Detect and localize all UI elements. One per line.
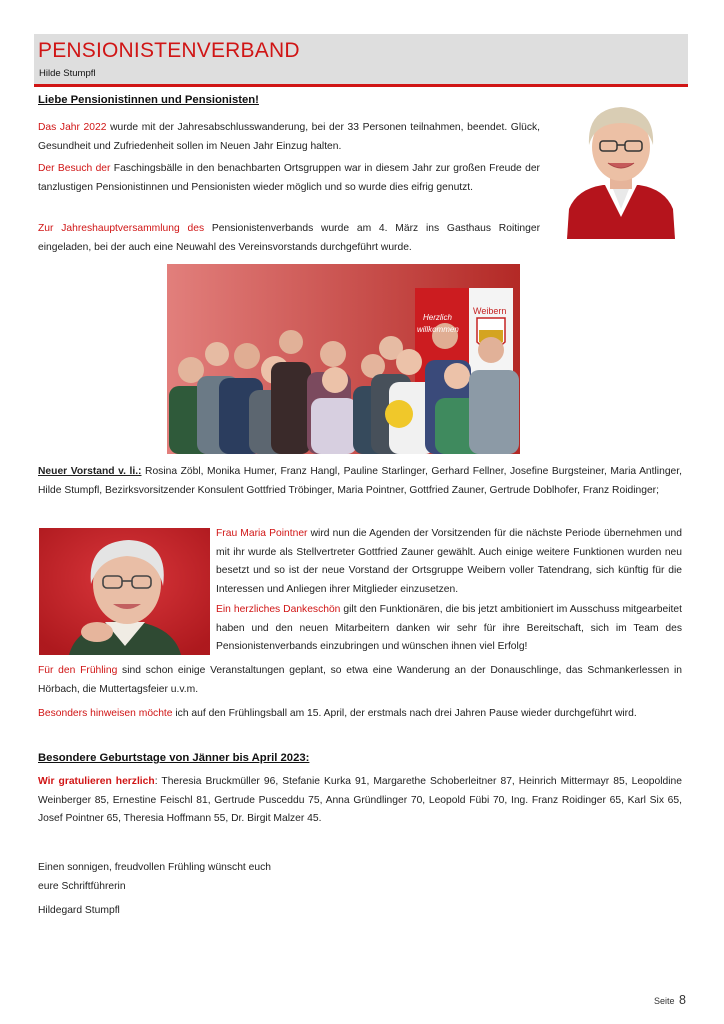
caption-text: Rosina Zöbl, Monika Humer, Franz Hangl, Pauline Starlinger, Gerhard Fellner, Josefine Burgsteiner, Maria Antlinger, Hilde Stumpfl, Bezirksvorsitzender Konsulent Gottfried Tröbinger, Maria Pointner, Gottfried Zauner, Gertrude Doblhofer, Franz Roidinger; (38, 466, 683, 496)
page-footer (654, 993, 686, 1007)
paragraph (38, 662, 682, 699)
paragraph (38, 160, 540, 197)
paragraph (38, 119, 540, 156)
page-title: PENSIONISTENVERBAND (38, 39, 300, 62)
author-name: Hilde Stumpfl (39, 68, 96, 79)
closing (38, 859, 438, 896)
paragraph-text: Faschingsbälle in den benachbarten Ortsgruppen war in diesem Jahr zur großen Freude der tanzlustigen Pensionistinnen und Pensionisten wieder möglich und so wurde dies eifrig genutzt. (38, 163, 540, 193)
paragraph-text: gilt den Funktionären, die bis jetzt ambitioniert im Ausschuss mitgearbeitet haben und den neuen Mitarbeitern danken wir sehr für ihre Bereitschaft, sich im Team des Pensionistenverbands einzubringen und wünschen ihnen viel Erfolg! (216, 604, 682, 652)
chairwoman-portrait (39, 528, 210, 655)
paragraph-lead: Frau Maria Pointner (216, 528, 308, 539)
signature: Hildegard Stumpfl (38, 905, 120, 916)
photo-caption (38, 463, 682, 500)
paragraph-text: sind schon einige Veranstaltungen geplant, so etwa eine Wanderung an der Donauschlinge, das Schmankerlessen in Hörbach, die Muttertagsfeier u.v.m. (38, 665, 682, 695)
greeting-heading: Liebe Pensionistinnen und Pensionisten! (38, 94, 259, 106)
paragraph (216, 601, 682, 657)
author-portrait (563, 97, 679, 239)
paragraph (38, 705, 682, 724)
paragraph-lead: Für den Frühling (38, 665, 118, 676)
birthdays-lead: Wir gratulieren herzlich (38, 776, 155, 787)
paragraph-lead: Der Besuch der (38, 163, 111, 174)
paragraph-text: wurde mit der Jahresabschlusswanderung, bei der 33 Personen teilnahmen, beendet. Glück, Gesundheit und Zufriedenheit sollen im Neuen Jahr Einzug halten. (38, 122, 540, 152)
paragraph-lead: Ein herzliches Dankeschön (216, 604, 341, 615)
caption-lead: Neuer Vorstand v. li.: (38, 466, 142, 477)
paragraph (38, 220, 540, 257)
paragraph-text: Pensionistenverbands wurde am 4. März ins Gasthaus Roitinger eingeladen, bei der auch eine Neuwahl des Vereinsvorstands durchgeführt wurde. (38, 223, 541, 253)
birthdays-heading: Besondere Geburtstage von Jänner bis April 2023: (38, 752, 310, 764)
page-label: Seite (654, 996, 675, 1006)
paragraph-lead: Das Jahr 2022 (38, 122, 107, 133)
birthdays-list (38, 773, 682, 829)
paragraph-text: ich auf den Frühlingsball am 15. April, der erstmals nach drei Jahren Pause wieder durchgeführt wird. (172, 708, 637, 719)
closing-line: eure Schriftführerin (38, 880, 126, 892)
header-rule (34, 84, 688, 87)
paragraph-lead: Zur Jahreshauptversammlung des (38, 223, 205, 234)
page-number: 8 (679, 993, 686, 1007)
closing-line: Einen sonnigen, freudvollen Frühling wünscht euch (38, 862, 271, 873)
page-header (34, 34, 688, 84)
group-photo (167, 264, 520, 454)
banner-text: Herzlich (423, 313, 452, 322)
birthdays-text: : Theresia Bruckmüller 96, Stefanie Kurka 91, Margarethe Schoberleitner 87, Heinrich Mittermayr 85, Leopoldine Weinberger 85, Ernestine Feischl 81, Gertrude Pusceddu 75, Anna Gründlinger 70, Leopold Fübi 70, Ing. Franz Roidinger 65, Karl Six 65, Josef Pointner 65, Theresia Hoffmann 55, Dr. Birgit Malzer 45. (38, 776, 683, 824)
paragraph-text: wird nun die Agenden der Vorsitzenden für die nächste Periode übernehmen und mit ihr wurde als Stellvertreter Gottfried Zauner gewählt. Auch einige weitere Funktionen wurden neu besetzt und so ist der neue Vorstand der Ortsgruppe Weibern voller Tatendrang, sich künftig für die Interessen und Anliegen ihrer Mitglieder einzusetzen. (216, 528, 682, 595)
paragraph (216, 525, 682, 599)
banner-place: Weibern (473, 306, 507, 316)
paragraph-lead: Besonders hinweisen möchte (38, 708, 173, 719)
banner-text: willkommen (417, 325, 459, 334)
